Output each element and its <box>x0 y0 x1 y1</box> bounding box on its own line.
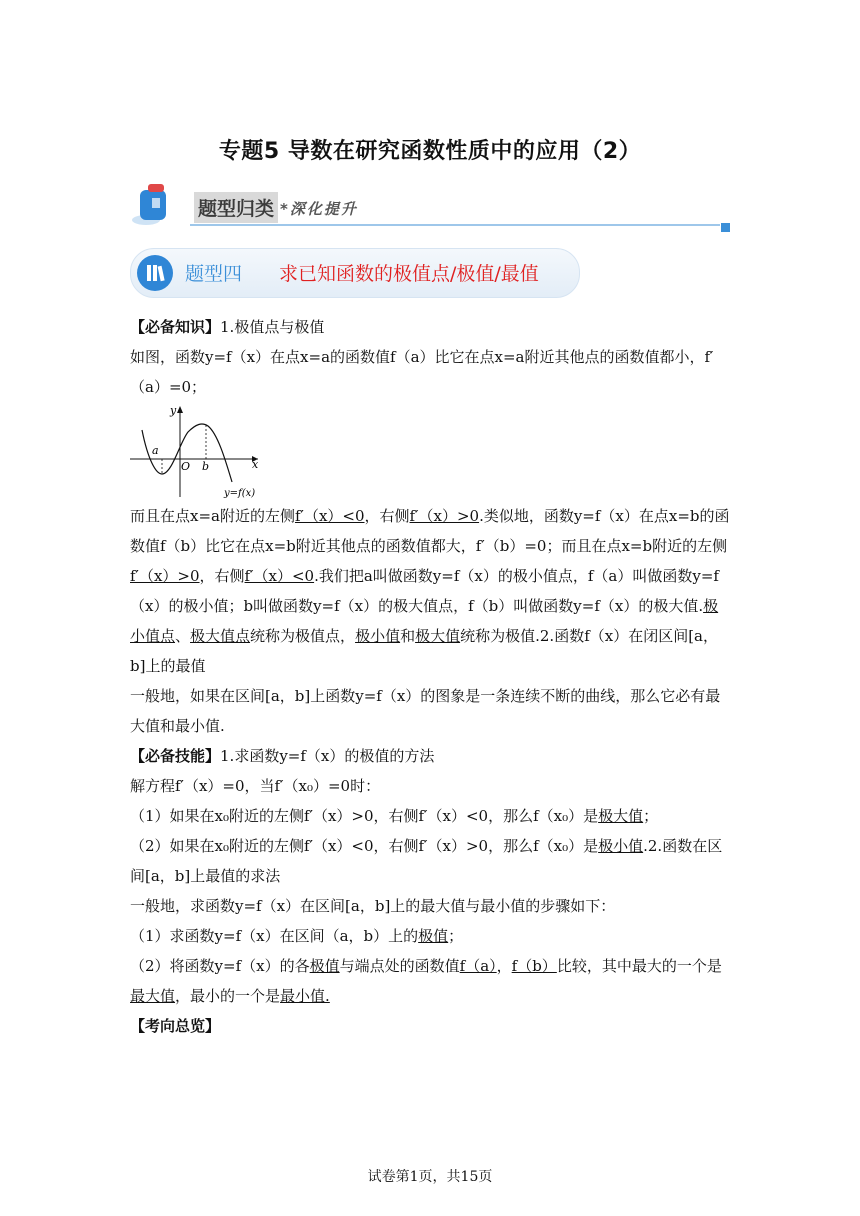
divider <box>190 224 720 226</box>
function-graph <box>128 402 268 502</box>
section-sublabel: *深化提升 <box>280 200 358 218</box>
knowledge-intro: 如图，函数y=f（x）在点x=a的函数值f（a）比它在点x=a附近其他点的函数值都小，f′（a）=0； <box>130 348 714 396</box>
overview-heading: 【考向总览】 <box>130 1017 221 1035</box>
page-title: 专题5 导数在研究函数性质中的应用（2） <box>218 139 642 164</box>
skills-line1: 解方程f′（x）=0，当f′（x₀）=0时： <box>130 777 381 795</box>
text: ； <box>448 927 464 945</box>
underlined-term: 极值 <box>309 957 340 975</box>
topic-banner <box>130 248 580 298</box>
underlined-term: 极值 <box>418 927 449 945</box>
section-label: 题型归类 <box>194 192 278 223</box>
underlined-term: 最大值 <box>130 987 176 1005</box>
text: ，右侧 <box>199 567 245 585</box>
text: 与端点处的函数值 <box>339 957 460 975</box>
underlined-term: 最小值. <box>280 987 330 1005</box>
text: 比较，其中最大的一个是 <box>556 957 722 975</box>
knowledge-p3: 一般地，如果在区间[a，b]上函数y=f（x）的图象是一条连续不断的曲线，那么它必有最大值和最小值. <box>130 687 721 735</box>
text: （1）求函数y=f（x）在区间（a，b）上的 <box>130 927 419 945</box>
text: ； <box>643 807 659 825</box>
graph-b-label: b <box>202 460 210 473</box>
underlined-term: f′（x）>0 <box>130 567 200 585</box>
underlined-term: f（a） <box>459 957 497 975</box>
graph-a-label: a <box>152 444 159 457</box>
underlined-term: f′（x）<0 <box>294 507 365 525</box>
text: （2）如果在x₀附近的左侧f′（x）<0，右侧f′（x）>0，那么f（x₀）是 <box>130 837 599 855</box>
text: ，最小的一个是 <box>175 987 281 1005</box>
section-banner <box>130 180 730 236</box>
skills-heading: 【必备技能】 <box>130 747 221 765</box>
text: （1）如果在x₀附近的左侧f′（x）>0，右侧f′（x）<0，那么f（x₀）是 <box>130 807 599 825</box>
knowledge-item1: 1.极值点与极值 <box>220 318 325 336</box>
underlined-term: 极大值点 <box>190 627 251 645</box>
text: 和 <box>400 627 416 645</box>
text: .我们把a叫做函数y=f（x）的极小值点，f（a）叫做函数y=f（x）的极小值；b叫做函数y=f（x）的极大值点，f（b）叫做函数y=f（x）的极大值. <box>130 567 719 615</box>
skills-item1: 1.求函数y=f（x）的极值的方法 <box>220 747 435 765</box>
underlined-term: 极小值 <box>355 627 401 645</box>
underlined-term: 极大值 <box>415 627 461 645</box>
underlined-term: f′（x）>0 <box>409 507 480 525</box>
underlined-term: f′（x）<0 <box>244 567 315 585</box>
topic-title: 求已知函数的极值点/极值/最值 <box>279 263 539 285</box>
skills-line4: 一般地，求函数y=f（x）在区间[a，b]上的最大值与最小值的步骤如下： <box>130 897 616 915</box>
text: ，右侧 <box>364 507 410 525</box>
books-icon <box>137 255 173 291</box>
graph-function-label: y=f(x) <box>224 488 256 499</box>
text: 统称为极值点， <box>250 627 356 645</box>
text: .类似地，函数y=f（x）在点x=b的函数值f（b）比它在点x=b附近其他点的函数值都大，f′（b）=0；而且在点x=b附近的左侧 <box>130 507 730 555</box>
page-footer: 试卷第1页，共15页 <box>367 1169 493 1185</box>
text: .2.函数在区间[a，b]上最值的求法 <box>130 837 723 885</box>
graph-x-label: x <box>252 458 259 471</box>
megaphone-icon <box>130 180 190 236</box>
underlined-term: 极小值点 <box>130 597 719 645</box>
graph-y-label: y <box>170 404 177 417</box>
text: 、 <box>175 627 191 645</box>
text: （2）将函数y=f（x）的各 <box>130 957 310 975</box>
text: 而且在点x=a附近的左侧 <box>130 507 295 525</box>
underlined-term: 极小值 <box>598 837 644 855</box>
graph-origin-label: O <box>181 460 191 473</box>
divider-square <box>721 223 730 232</box>
knowledge-section <box>130 312 730 402</box>
knowledge-body <box>130 501 730 1041</box>
text: ， <box>496 957 512 975</box>
text: 统称为极值.2.函数f（x）在闭区间[a，b]上的最值 <box>130 627 718 675</box>
topic-type: 题型四 <box>185 263 243 285</box>
underlined-term: f（b） <box>511 957 557 975</box>
underlined-term: 极大值 <box>598 807 644 825</box>
knowledge-heading: 【必备知识】 <box>130 318 221 336</box>
